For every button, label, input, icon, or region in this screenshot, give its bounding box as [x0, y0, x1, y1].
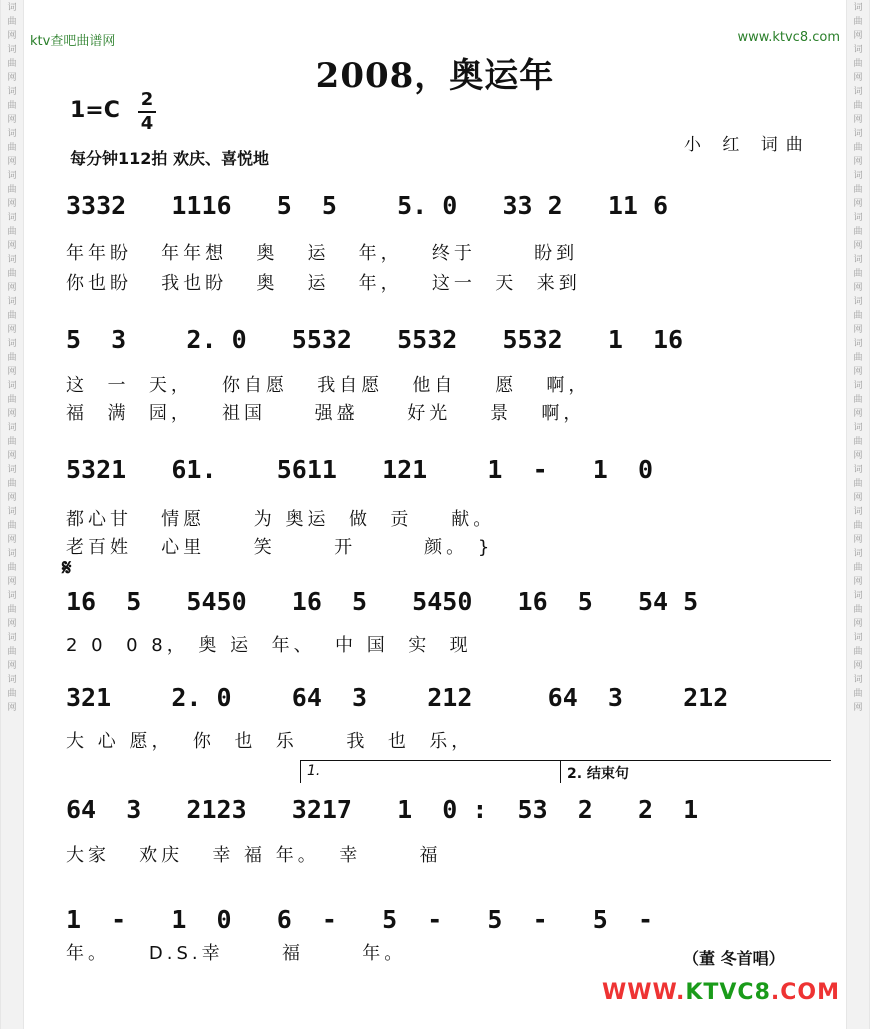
notes-row-2: 5 3 2. 0 5532 5532 5532 1 16: [66, 325, 684, 354]
time-signature: [138, 90, 156, 134]
first-ending-bracket: 1.: [300, 760, 563, 783]
lyrics-row-2-verse-2: 福 满 园， 祖国 强盛 好光 景 啊，: [66, 403, 586, 424]
lyrics-row-2-verse-1: 这 一 天， 你自愿 我自愿 他自 愿 啊，: [66, 375, 591, 396]
lyrics-row-1-verse-2: 你也盼 我也盼 奥 运 年， 这一 天 来到: [66, 273, 581, 294]
time-signature-bottom: 4: [140, 113, 154, 134]
watermark-site-right: www.ktvc8.com: [737, 30, 840, 45]
site-logo-brand: KTVC8: [685, 980, 771, 1005]
right-watermark-strip: 词 曲 网 词 曲 网 词 曲 网 词 曲 网 词 曲 网 词 曲 网 词 曲 网 词 曲 网 词 曲 网 词 曲 网 词 曲 网 词 曲 网 词 曲 网 词 曲 网 词 曲 网 词 曲 网 词 曲 网: [846, 0, 870, 1029]
singer-credit: （董 冬首唱）: [683, 949, 785, 968]
time-signature-top: 2: [140, 89, 154, 110]
lyricist-composer: 小 红 词曲: [684, 135, 811, 155]
tempo-marking: 每分钟112拍 欢庆、喜悦地: [70, 149, 269, 168]
lyrics-row-1-verse-1: 年年盼 年年想 奥 运 年， 终于 盼到: [66, 243, 579, 264]
side-char: 词: [7, 3, 17, 13]
notes-row-1: 3332 1116 5 5 5. 0 33 2 11 6: [66, 191, 669, 220]
segno-sign: 𝄋: [62, 556, 72, 581]
notes-row-7: 1 - 1 0 6 - 5 - 5 - 5 -: [66, 905, 653, 934]
site-logo-prefix: WWW.: [601, 980, 686, 1005]
lyrics-row-4: 2 0 0 8， 奥 运 年、 中 国 实 现: [66, 635, 472, 656]
site-logo: [602, 980, 840, 1005]
notes-row-4: 16 5 5450 16 5 5450 16 5 54 5: [66, 587, 699, 616]
watermark-site-left: ktv查吧曲谱网: [30, 34, 116, 49]
lyrics-row-7: 年。 D.S.幸 福 年。: [66, 943, 407, 964]
lyrics-row-5: 大 心 愿， 你 也 乐 我 也 乐，: [66, 731, 474, 752]
left-watermark-strip: 词 曲 网 词 曲 网 词 曲 网 词 曲 网 词 曲 网 词 曲 网 词 曲 网 词 曲 网 词 曲 网 词 曲 网 词 曲 网 词 曲 网 词 曲 网 词 曲 网 词 曲 网 词 曲 网 词 曲 网: [0, 0, 24, 1029]
lyrics-row-3-verse-1: 都心甘 情愿 为 奥运 做 贡 献。: [66, 509, 496, 530]
notes-row-6: 64 3 2123 3217 1 0 : 53 2 2 1: [66, 795, 699, 824]
lyrics-row-6: 大家 欢庆 幸 福 年。 幸 福: [66, 845, 442, 866]
notes-row-5: 321 2. 0 64 3 212 64 3 212: [66, 683, 729, 712]
site-logo-suffix: .COM: [770, 980, 840, 1005]
song-title: 2008，奥运年: [315, 56, 555, 96]
lyrics-row-3-verse-2: 老百姓 心里 笑 开 颜。 }: [66, 537, 494, 558]
notes-row-3: 5321 61. 5611 121 1 - 1 0: [66, 455, 653, 484]
second-ending-bracket: 2. 结束句: [560, 760, 831, 783]
key-signature: 1=C: [70, 98, 120, 123]
